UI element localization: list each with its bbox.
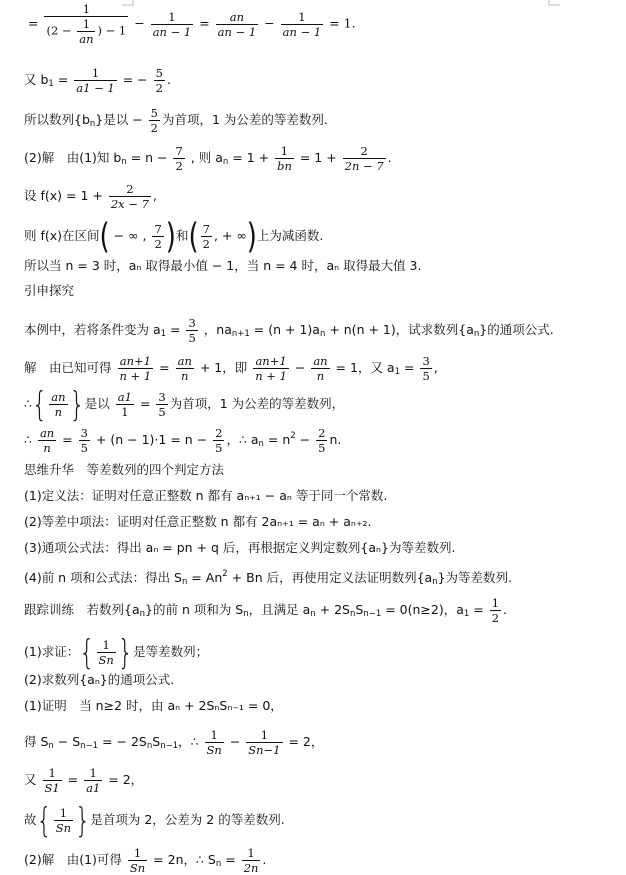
section-heading-summary: 思维升华 等差数列的四个判定方法 xyxy=(24,462,225,477)
method-3: (3)通项公式法：得出 aₙ = pn + q 后，再根据定义判定数列{aₙ}为等差数列. xyxy=(24,540,456,555)
proof-line-3: 又 $\frac{1}{S1}$ = $\frac{1}{a1}$ = 2， xyxy=(24,766,144,795)
practice-part-1: (1)求证：{ $\frac{1}{Sn}$ }是等差数列； xyxy=(24,632,209,673)
text-line-4: (2)解 由(1)知 $b_n = n$ − $\frac{7}{2}$ , 则 $a_n = 1$ + $\frac{1}{bn}$ = 1 + $\frac{2}{2n - 7}$ . xyxy=(24,144,392,173)
method-2: (2)等差中项法：证明对任意正整数 n 都有 2aₙ₊₁ = aₙ + aₙ₊₂. xyxy=(24,514,372,529)
text-line-5: 设 f(x) = 1 + $\frac{2}{2x - 7}$ , xyxy=(24,182,157,211)
text-line-10: 解 由已知可得 $\frac{an+1}{n + 1}$ = $\frac{an}{n}$ + 1，即 $\frac{an+1}{n + 1}$ − $\frac{an}{n}$ = 1，又 $a_1$ = $\frac{3}{5}$ , xyxy=(24,354,438,383)
proof-line-2: 得 $S_n - S_{n-1}$ = − $2S_nS_{n-1}$，∴ $\frac{1}{Sn}$ − $\frac{1}{Sn-1}$ = 2， xyxy=(24,728,324,757)
proof-line-4: 故{ $\frac{1}{Sn}$ }是首项为 2，公差为 2 的等差数列. xyxy=(24,800,285,841)
text-line-3: 所以数列$\{b_n\}$是以 − $\frac{5}{2}$ 为首项，1 为公差的等差数列. xyxy=(24,106,328,135)
text-line-12: ∴ $\frac{an}{n}$ = $\frac{3}{5}$ + (n − 1)·1 = n − $\frac{2}{5}$ ，∴ $a_n = n^2$ − $\frac{2}{5}$ n. xyxy=(24,426,342,455)
method-4: (4)前 n 项和公式法：得出 $S_n = An^2 + Bn$ 后，再使用定义法证明数列$\{a_n\}$为等差数列. xyxy=(24,569,513,587)
formula-line-1: = 1 (2 − $\frac{1}{an}$ ) − 1 − $\frac{1}{an - 1}$ = $\frac{an}{an - 1}$ − $\frac{1}{an - 1}$ = 1. xyxy=(28,2,356,46)
text-line-11: ∴{ $\frac{an}{n}$ }是以 $\frac{a1}{1}$ = $\frac{3}{5}$ 为首项，1 为公差的等差数列， xyxy=(24,384,345,425)
proof-line-1: (1)证明 当 n≥2 时，由 aₙ + 2SₙSₙ₋₁ = 0， xyxy=(24,698,283,713)
practice-part-2: (2)求数列{aₙ}的通项公式. xyxy=(24,672,175,687)
solution-line-1: (2)解 由(1)可得 $\frac{1}{Sn}$ = 2n，∴ $S_n$ = $\frac{1}{2n}$ . xyxy=(24,846,267,875)
text-line-9: 本例中，若将条件变为 $a_1$ = $\frac{3}{5}$ ，$na_{n+1} = (n + 1)a_n + n(n + 1)$，试求数列$\{a_n\}$的通项公式. xyxy=(24,316,554,345)
method-1: (1)定义法：证明对任意正整数 n 都有 aₙ₊₁ − aₙ 等于同一个常数. xyxy=(24,488,388,503)
text-line-7: 所以当 n = 3 时，aₙ 取得最小值 − 1，当 n = 4 时，aₙ 取得最大值 3. xyxy=(24,258,422,273)
section-heading-extension: 引申探究 xyxy=(24,283,75,298)
practice-problem: 跟踪训练 若数列$\{a_n\}$的前 n 项和为 $S_n$，且满足 $a_n + 2S_nS_{n-1} = 0(n\ge 2)$，$a_1$ = $\frac{1}{2}$ . xyxy=(24,596,508,625)
text-line-2: 又 $b_1$ = $\frac{1}{a1 - 1}$ = − $\frac{5}{2}$ . xyxy=(24,66,171,95)
corner-mark-right xyxy=(548,0,560,6)
text-line-6: 则 f(x)在区间( − ∞ , $\frac{7}{2}$ )和( $\frac{7}{2}$ , + ∞)上为减函数. xyxy=(24,216,324,257)
